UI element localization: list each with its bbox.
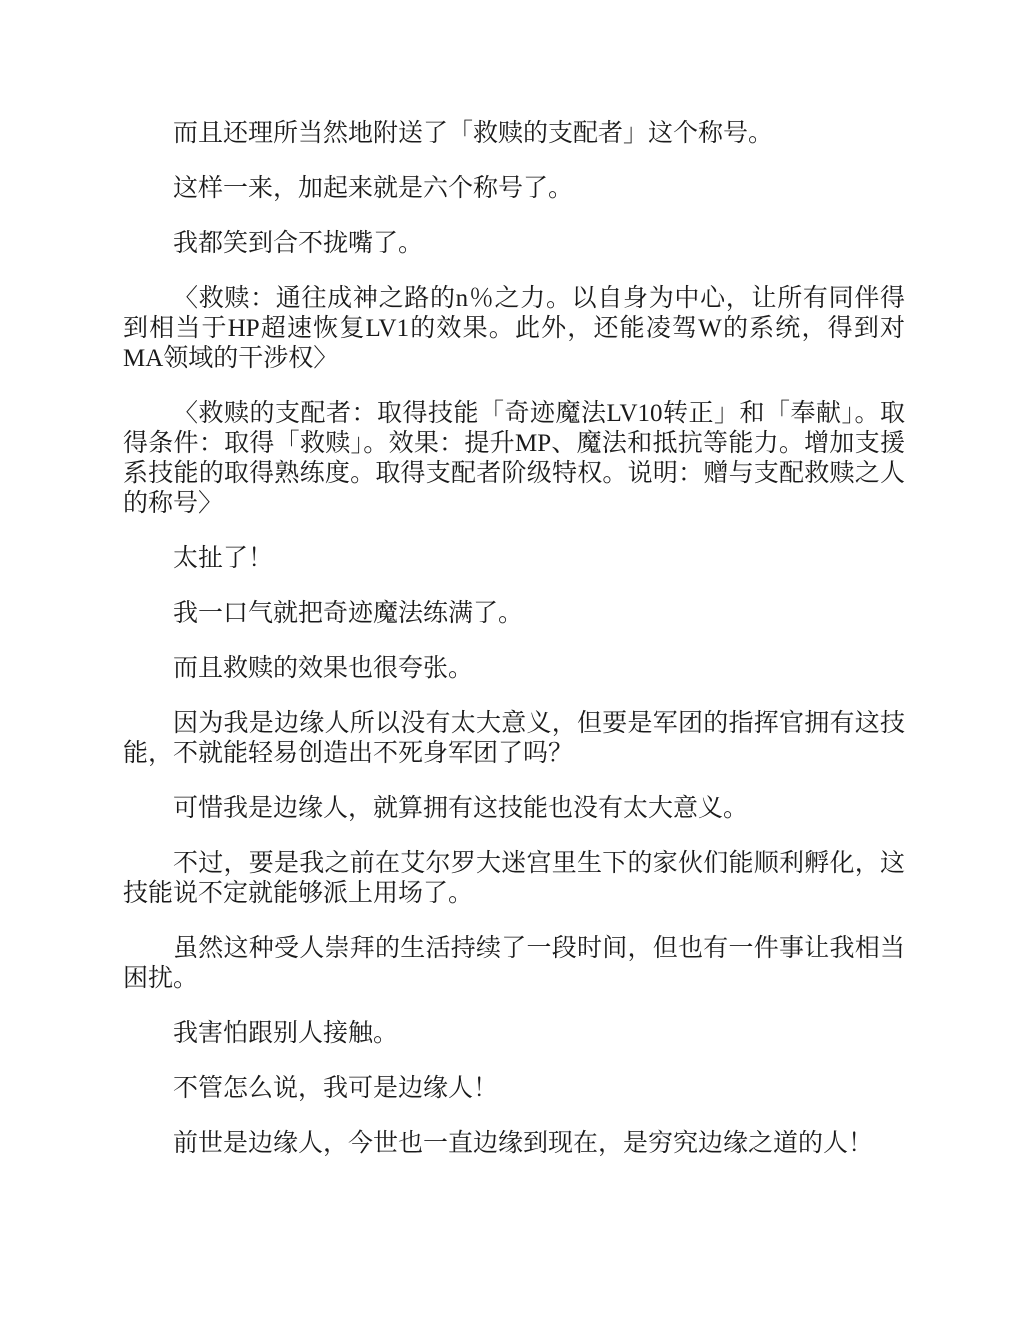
paragraph: 而且还理所当然地附送了「救赎的支配者」这个称号。: [173, 120, 774, 147]
paragraph: 虽然这种受人崇拜的生活持续了一段时间，但也有一件事让我相当困扰。: [123, 935, 905, 992]
paragraph: 而且救赎的效果也很夸张。: [173, 655, 474, 682]
paragraph: 这样一来，加起来就是六个称号了。: [173, 175, 574, 202]
paragraph: 太扯了！: [173, 545, 274, 572]
paragraph: 可惜我是边缘人，就算拥有这技能也没有太大意义。: [173, 795, 749, 822]
paragraph: 前世是边缘人，今世也一直边缘到现在，是穷究边缘之道的人！: [173, 1130, 874, 1157]
paragraph: 不过，要是我之前在艾尔罗大迷宫里生下的家伙们能顺利孵化，这技能说不定就能够派上用场了。: [123, 850, 905, 907]
paragraph: 〈救赎的支配者：取得技能「奇迹魔法LV10转正」和「奉献」。取得条件：取得「救赎」。效果：提升MP、魔法和抵抗等能力。增加支援系技能的取得熟练度。取得支配者阶级特权。说明：赠与支配救赎之人的称号〉: [123, 400, 905, 517]
paragraph: 〈救赎：通往成神之路的n％之力。以自身为中心，让所有同伴得到相当于HP超速恢复LV1的效果。此外，还能凌驾W的系统，得到对MA领域的干涉权〉: [123, 285, 905, 372]
paragraph: 我都笑到合不拢嘴了。: [173, 230, 424, 257]
paragraph: 我害怕跟别人接触。: [173, 1020, 399, 1047]
paragraph: 因为我是边缘人所以没有太大意义，但要是军团的指挥官拥有这技能，不就能轻易创造出不死身军团了吗？: [123, 710, 905, 767]
paragraph: 不管怎么说，我可是边缘人！: [173, 1075, 499, 1102]
text-body: [123, 119, 905, 1159]
paragraph: 我一口气就把奇迹魔法练满了。: [173, 600, 524, 627]
